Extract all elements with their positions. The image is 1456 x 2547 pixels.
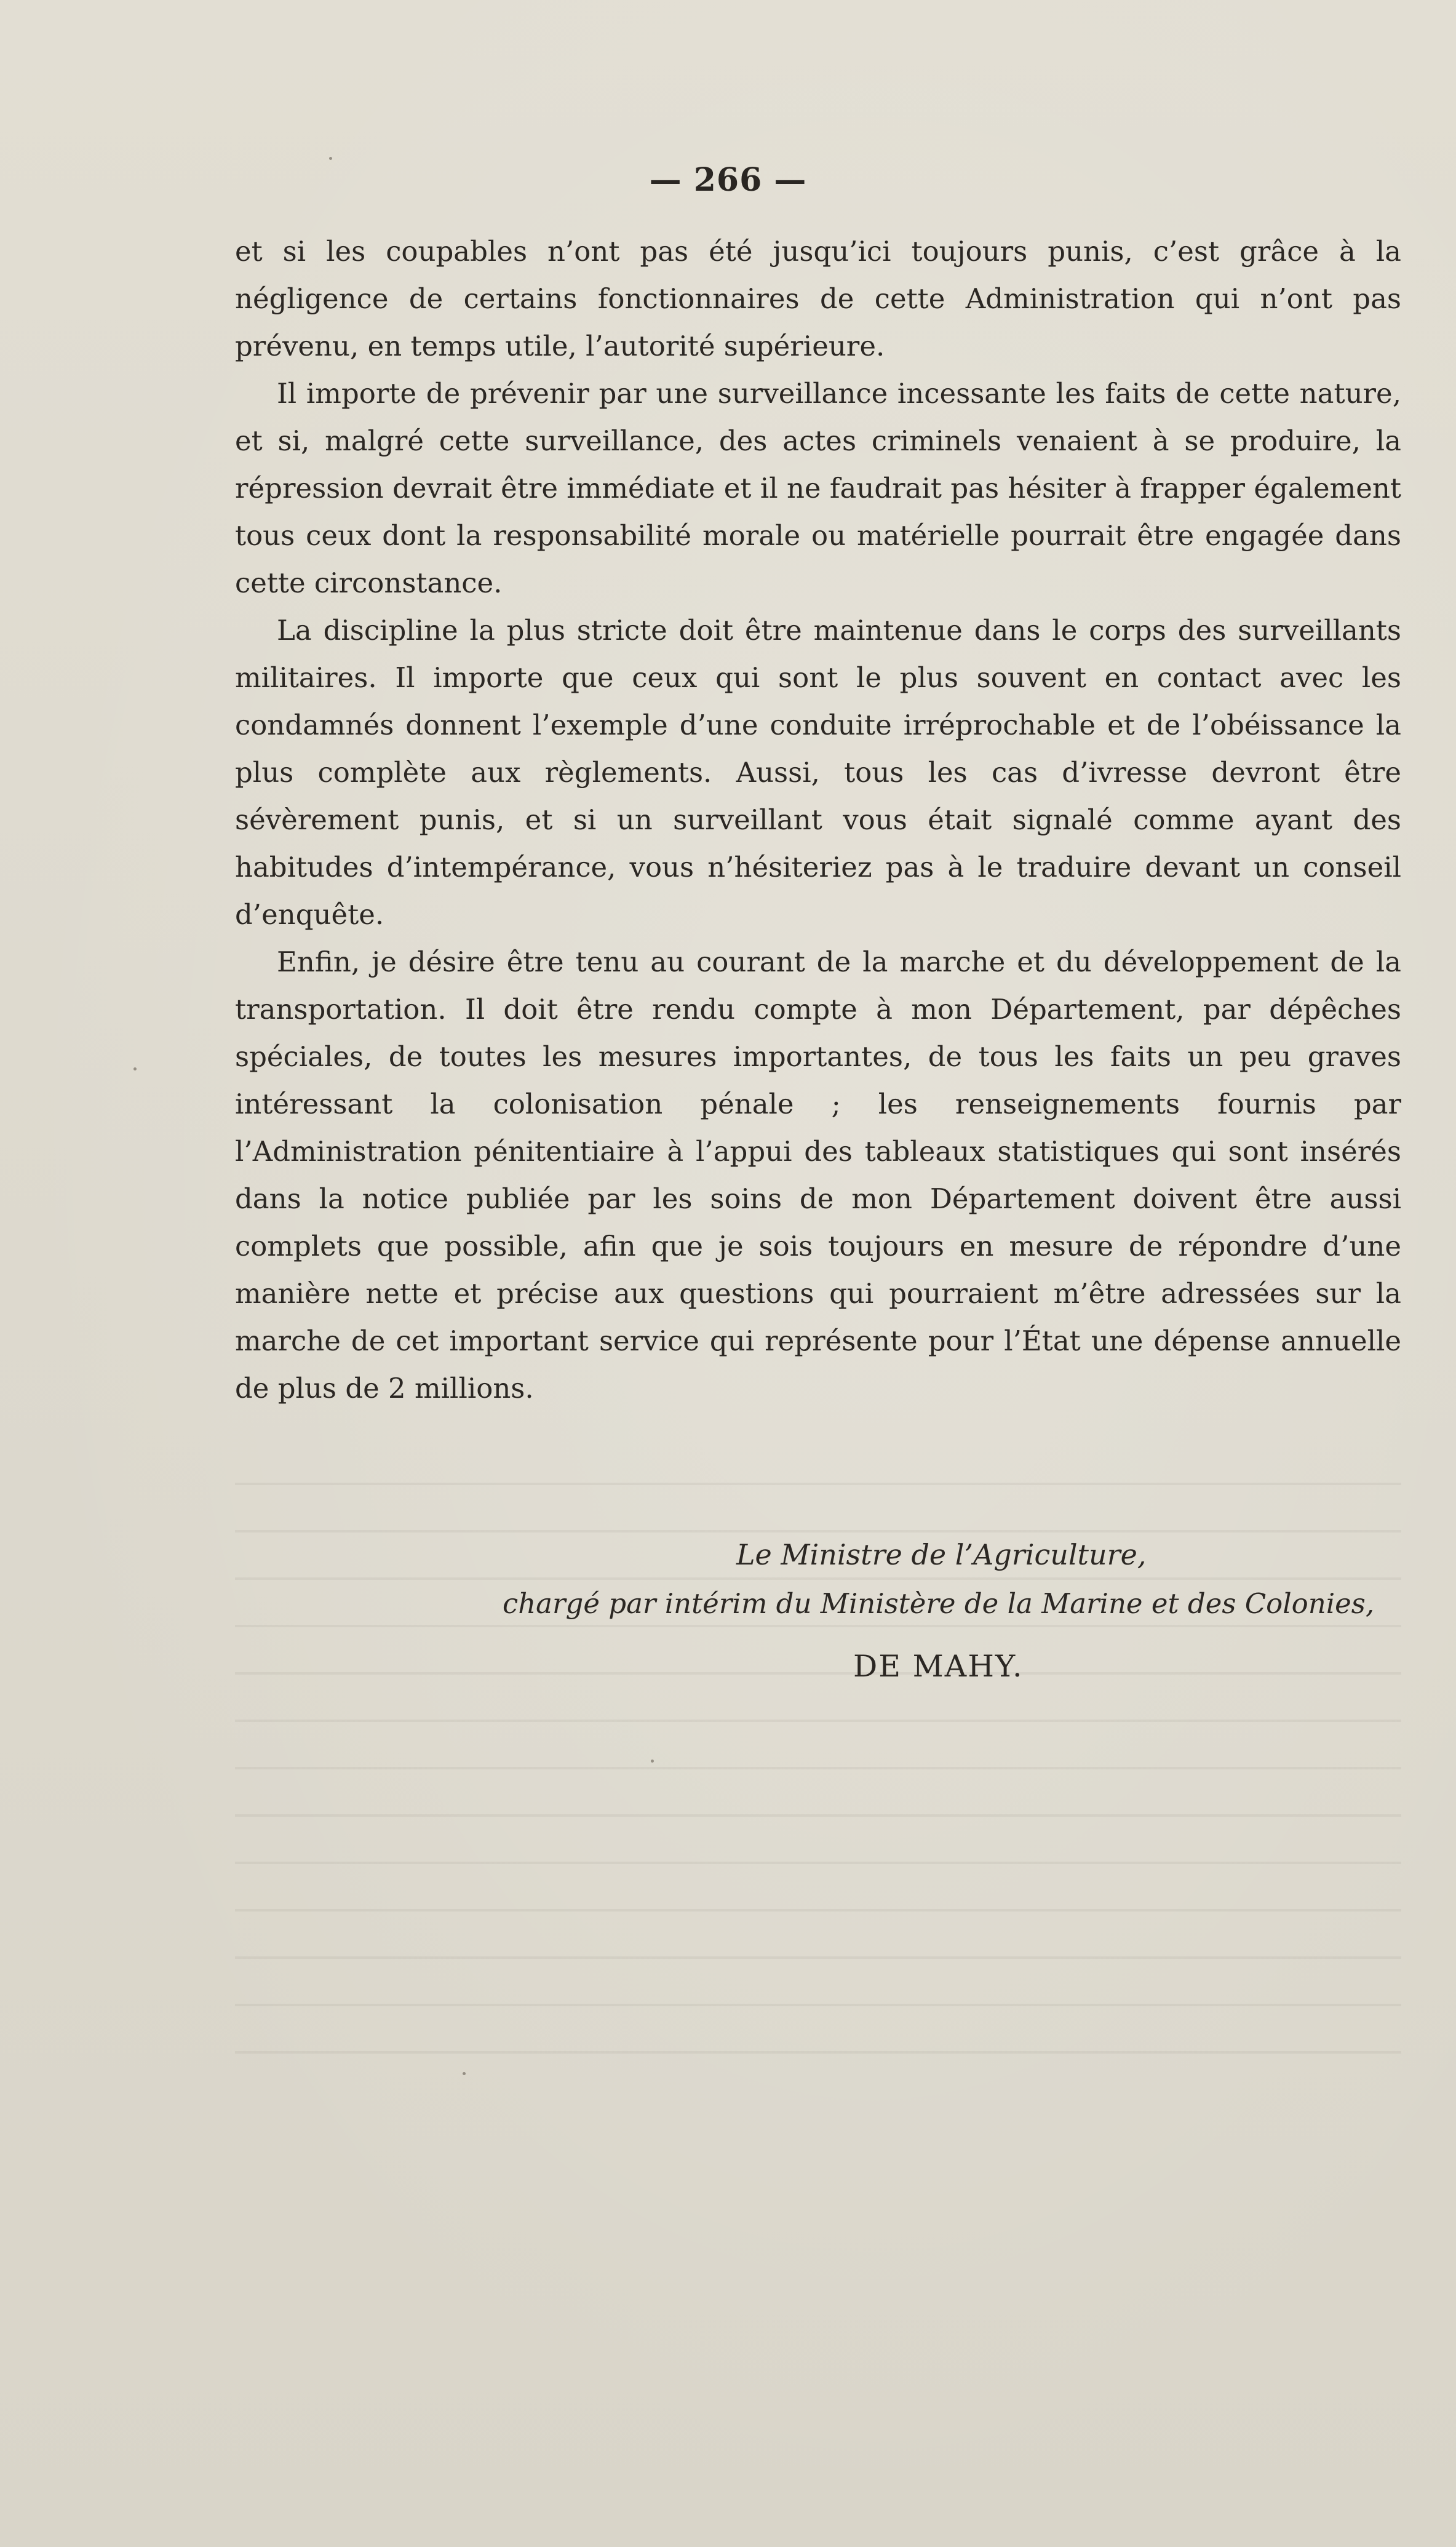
paragraph-4: Enfin, je désire être tenu au courant de la marche et du développement de la transportation. Il doit être rendu compte à mon Département, par dépêches spéciales, de toutes les mesures importantes, de tous les faits un peu graves intéressant la colonisation pénale ; les renseignements fournis par l’Administration pénitentiaire à l’appui des tableaux statistiques qui sont insérés dans la notice publiée par les soins de mon Département doivent être aussi complets que possible, afin que je sois toujours en mesure de répondre d’une manière nette et précise aux questions qui pourraient m’être adressées sur la marche de cet important service qui représente pour l’État une dépense annuelle de plus de 2 millions. [235, 946, 1401, 1405]
paragraph-3: La discipline la plus stricte doit être maintenue dans le corps des surveillants militaires. Il importe que ceux qui sont le plus souvent en contact avec les condamnés donnent l’exemple d’une conduite irréprochable et de l’obéissance la plus complète aux règlements. Aussi, tous les cas d’ivresse devront être sévèrement punis, et si un surveillant vous était signalé comme ayant des habitudes d’intempérance, vous n’hésiteriez pas à le traduire devant un conseil d’enquête. [235, 614, 1401, 931]
paragraph-2: Il importe de prévenir par une surveillance incessante les faits de cette nature, et si, malgré cette surveillance, des actes criminels venaient à se produire, la répression devrait être immédiate et il ne faudrait pas hésiter à frapper également tous ceux dont la responsabilité morale ou matérielle pourrait être engagée dans cette circonstance. [235, 377, 1401, 599]
paragraph-1: et si les coupables n’ont pas été jusqu’ici toujours punis, c’est grâce à la négligence de certains fonctionnaires de cette Administration qui n’ont pas prévenu, en temps utile, l’autorité supérieure. [235, 235, 1401, 362]
paper-speck [329, 157, 332, 160]
show-through-texture [235, 1483, 1401, 2098]
paper-speck [463, 2072, 466, 2075]
paper-speck [651, 1760, 654, 1763]
signature-title: Le Ministre de l’Agriculture, [736, 1538, 1147, 1571]
signature-subtitle: chargé par intérim du Ministère de la Marine et des Colonies, [503, 1587, 1375, 1620]
body-text [235, 228, 1401, 1412]
paper-speck [133, 1067, 137, 1070]
signatory-name: DE MAHY. [853, 1649, 1024, 1684]
page-number: — 266 — [649, 161, 807, 199]
